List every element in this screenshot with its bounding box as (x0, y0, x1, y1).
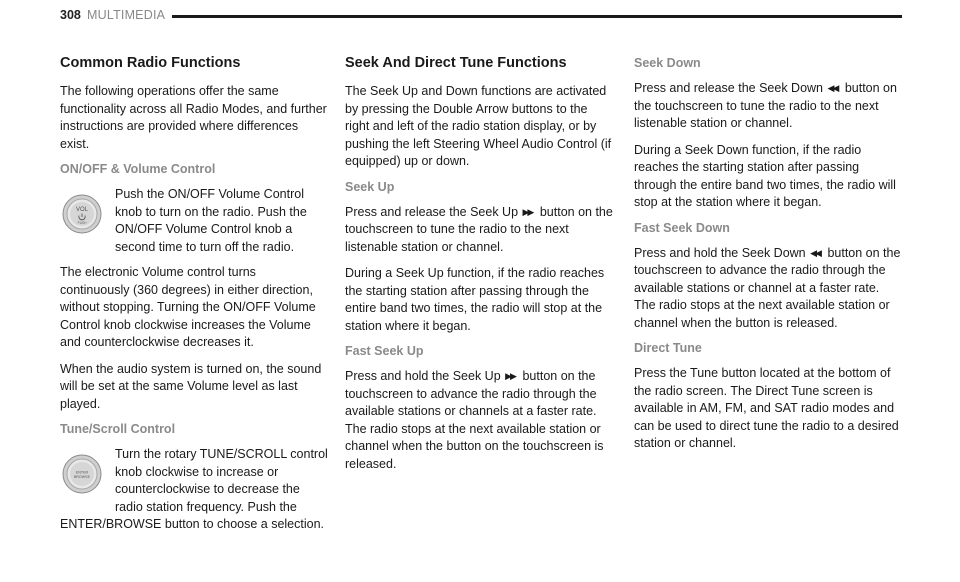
seek-down-paragraph-1: Press and release the Seek Down ◀◀ button on the touchscreen to tune the radio to the next listenable station or channel. (634, 81, 897, 130)
volume-paragraph-2: When the audio system is turned on, the sound will be set at the same Volume level as last played. (60, 361, 322, 411)
subheading-fast-seek-down: Fast Seek Down (634, 220, 730, 235)
volume-knob-block (60, 186, 328, 256)
tune-knob-label: ENTER (75, 470, 89, 475)
seek-up-paragraph-2: During a Seek Up function, if the radio reaches the starting station after passing through the entire band two times, the radio will stop at the station where it began. (345, 266, 605, 333)
subheading-direct-tune: Direct Tune (634, 341, 702, 355)
tune-knob-block (60, 446, 328, 516)
volume-knob-label: VOL (75, 207, 89, 213)
subheading-seek-up: Seek Up (345, 179, 395, 194)
heading-common-radio-functions: Common Radio Functions (60, 55, 241, 71)
volume-knob-sublabel: PUSH (77, 221, 87, 225)
common-intro-text: The following operations offer the same functionality across all Radio Modes, and further instructions are provided where differences exist. (60, 84, 327, 151)
direct-tune-paragraph: Press the Tune button located at the bottom of the radio screen. The Direct Tune screen is available in AM, FM, and SAT radio modes and can be used to direct tune the radio to a desired station or channel. (634, 366, 899, 450)
fast-seek-up-icon: ▶▶ (505, 371, 515, 381)
fast-seek-down-icon: ◀◀ (810, 247, 820, 258)
tune-tail-text: ENTER/BROWSE button to choose a selection. (60, 517, 325, 531)
subheading-tune-scroll: Tune/Scroll Control (60, 422, 176, 436)
section-title: MULTIMEDIA (87, 8, 166, 22)
seek-down-icon: ◀◀ (827, 83, 838, 93)
subheading-fast-seek-up: Fast Seek Up (345, 344, 424, 358)
column-3 (634, 52, 902, 462)
page-header (60, 8, 902, 30)
tune-icon-description: Turn the rotary TUNE/SCROLL control knob clockwise to increase or counterclockwise to decrease the radio station frequency. Push the (115, 447, 328, 514)
tune-knob-sublabel: BROWSE (74, 475, 90, 479)
volume-knob-icon (62, 194, 102, 234)
header-rule (172, 15, 902, 18)
tune-knob-icon (62, 454, 102, 494)
fast-seek-down-paragraph: Press and hold the Seek Down ◀◀ button on the touchscreen to advance the radio through the available stations or channel at a faster rate. The radio stops at the next available station or channel when the button is released. (634, 245, 901, 330)
page-number: 308 (60, 8, 81, 22)
heading-seek-direct-tune: Seek And Direct Tune Functions (345, 55, 567, 71)
seek-down-paragraph-2: During a Seek Down function, if the radio reaches the starting station after passing through the entire band two times, the radio will stop at the station where it began. (634, 142, 896, 209)
seek-intro-text: The Seek Up and Down functions are activated by pressing the Double Arrow buttons to the right and left of the radio station display, or by pushing the left Steering Wheel Audio Control (if equipped) up or down. (345, 84, 612, 168)
seek-up-icon: ▶▶ (522, 206, 533, 217)
column-2 (345, 52, 613, 482)
subheading-volume-control: ON/OFF & Volume Control (60, 162, 216, 176)
volume-icon-description: Push the ON/OFF Volume Control knob to turn on the radio. Push the ON/OFF Volume Control knob a second time to turn off the radio. (115, 187, 307, 254)
subheading-seek-down: Seek Down (634, 56, 701, 70)
column-1 (60, 52, 328, 543)
seek-up-paragraph-1: Press and release the Seek Up ▶▶ button on the touchscreen to tune the radio to the next listenable station or channel. (345, 204, 613, 254)
fast-seek-up-paragraph: Press and hold the Seek Up ▶▶ button on the touchscreen to advance the radio through the available stations or channels at a faster rate. The radio stops at the next available station or channel when the button on the touchscreen is released. (345, 369, 604, 471)
volume-paragraph-1: The electronic Volume control turns continuously (360 degrees) in either direction, without stopping. Turning the ON/OFF Volume Control knob clockwise increases the Volume and counterclockwise decreases it. (60, 265, 316, 349)
